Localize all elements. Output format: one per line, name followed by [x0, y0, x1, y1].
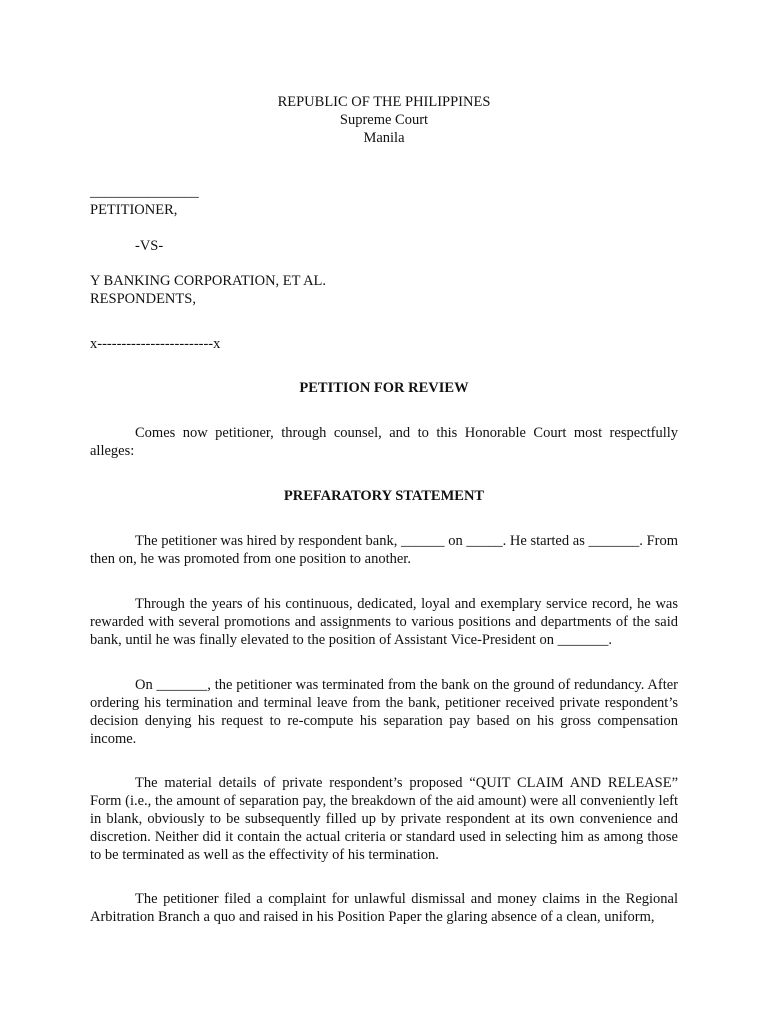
petitioner-name-blank: _______________ [90, 184, 199, 200]
paragraph-1: The petitioner was hired by respondent bank, ______ on _____. He started as _______. From then on, he was promoted from one position to another. [90, 533, 678, 567]
section-heading: PREFARATORY STATEMENT [283, 488, 485, 504]
paragraph-3: On _______, the petitioner was terminated from the bank on the ground of redundancy. After ordering his termination and terminal leave from the bank, petitioner received private respondent’s decision denying his request to re-compute his separation pay based on his gross compensation income. [90, 677, 678, 747]
paragraph-2: Through the years of his continuous, dedicated, loyal and exemplary service record, he was rewarded with several promotions and assignments to various positions and departments of the said bank, until he was finally elevated to the position of Assistant Vice-President on _______. [90, 596, 678, 648]
caption-separator: x------------------------x [90, 336, 221, 352]
header-city: Manila [363, 130, 405, 146]
intro-paragraph: Comes now petitioner, through counsel, and to this Honorable Court most respectfully alleges: [90, 425, 678, 459]
respondents-label: RESPONDENTS, [90, 291, 196, 307]
versus-label: -VS- [135, 238, 164, 254]
petitioner-label: PETITIONER, [90, 202, 178, 218]
document-title: PETITION FOR REVIEW [299, 380, 469, 396]
paragraph-4: The material details of private respondent’s proposed “QUIT CLAIM AND RELEASE” Form (i.e., the amount of separation pay, the breakdown of the aid amount) were all conveniently left in blank, obviously to be subsequently filled up by private respondent at its own convenience and discretion. Neither did it contain the actual criteria or standard used in selecting him as among those to be terminated as well as the effectivity of his termination. [90, 775, 678, 863]
paragraph-5: The petitioner filed a complaint for unlawful dismissal and money claims in the Regional Arbitration Branch a quo and raised in his Position Paper the glaring absence of a clean, uniform, [90, 891, 678, 925]
respondent-name: Y BANKING CORPORATION, ET AL. [90, 273, 327, 289]
header-republic: REPUBLIC OF THE PHILIPPINES [277, 94, 491, 110]
header-court: Supreme Court [339, 112, 429, 128]
